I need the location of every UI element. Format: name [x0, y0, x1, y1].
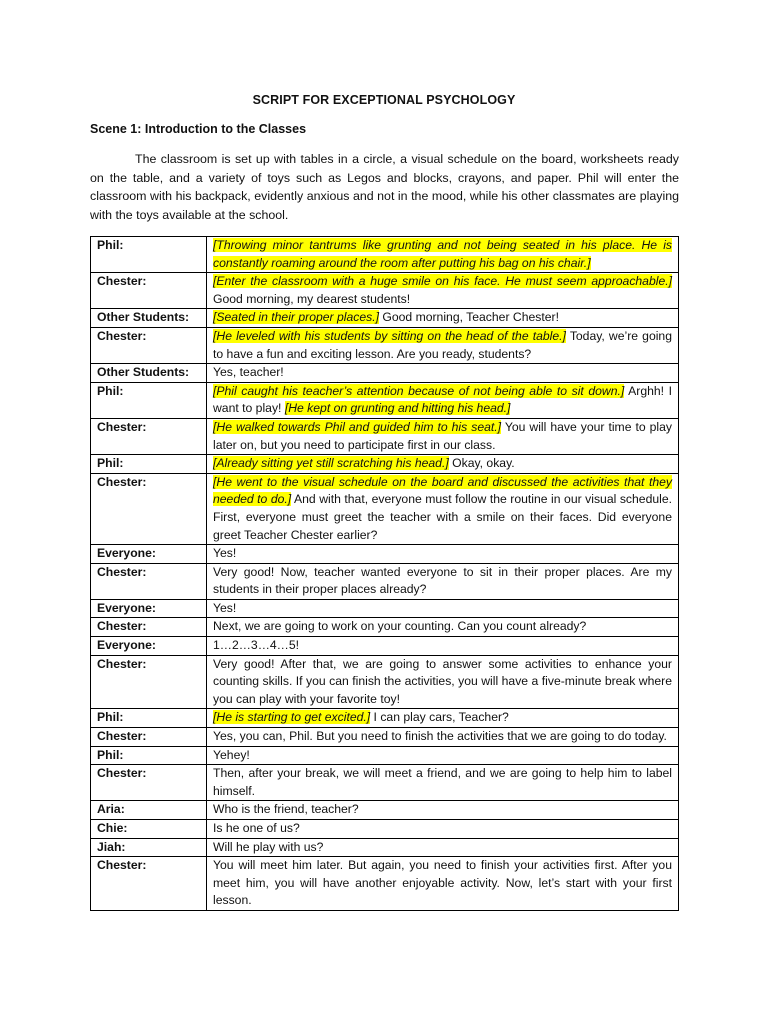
- script-row: [91, 309, 679, 328]
- dialogue-cell: [207, 746, 679, 765]
- dialogue-cell: [207, 545, 679, 564]
- dialogue-text: Yes!: [213, 546, 237, 561]
- speaker-cell: Everyone:: [91, 599, 207, 618]
- speaker-cell: Phil:: [91, 382, 207, 418]
- script-row: [91, 728, 679, 747]
- dialogue-cell: [207, 655, 679, 709]
- dialogue-cell: [207, 838, 679, 857]
- speaker-cell: Phil:: [91, 746, 207, 765]
- script-row: [91, 563, 679, 599]
- speaker-cell: Chester:: [91, 857, 207, 911]
- script-row: [91, 473, 679, 544]
- dialogue-text: Very good! After that, we are going to answer some activities to enhance your counting skills. If you can finish the activities, you will have a five-minute break where you can play with your favorite toy!: [213, 656, 672, 706]
- script-row: [91, 637, 679, 656]
- stage-direction: [Enter the classroom with a huge smile on his face. He must seem approachable.]: [213, 274, 672, 289]
- dialogue-cell: [207, 418, 679, 454]
- stage-direction: [He leveled with his students by sitting on the head of the table.]: [213, 328, 566, 343]
- dialogue-text: Yehey!: [213, 747, 250, 762]
- dialogue-cell: [207, 455, 679, 474]
- speaker-cell: Chester:: [91, 418, 207, 454]
- speaker-cell: Chester:: [91, 327, 207, 363]
- dialogue-cell: [207, 364, 679, 383]
- script-row: [91, 364, 679, 383]
- dialogue-text: Is he one of us?: [213, 821, 300, 835]
- dialogue-text: Today, we’re going to have a fun and exciting lesson. Are you ready, students?: [213, 328, 672, 361]
- speaker-cell: Phil:: [91, 709, 207, 728]
- stage-direction: [He is starting to get excited.]: [213, 710, 371, 725]
- script-row: [91, 327, 679, 363]
- speaker-cell: Chester:: [91, 728, 207, 747]
- speaker-cell: Chie:: [91, 820, 207, 839]
- stage-direction: [Seated in their proper places.]: [213, 310, 379, 325]
- script-table-body: [91, 237, 679, 911]
- script-row: [91, 237, 679, 273]
- speaker-cell: Other Students:: [91, 364, 207, 383]
- document-title: SCRIPT FOR EXCEPTIONAL PSYCHOLOGY: [252, 93, 516, 107]
- dialogue-text: I can play cars, Teacher?: [370, 710, 509, 725]
- dialogue-cell: [207, 237, 679, 273]
- script-row: [91, 618, 679, 637]
- dialogue-cell: [207, 801, 679, 820]
- dialogue-cell: [207, 599, 679, 618]
- script-row: [91, 765, 679, 801]
- speaker-cell: Chester:: [91, 563, 207, 599]
- speaker-cell: Phil:: [91, 237, 207, 273]
- dialogue-cell: [207, 709, 679, 728]
- speaker-cell: Chester:: [91, 765, 207, 801]
- script-row: [91, 709, 679, 728]
- stage-direction: [Phil caught his teacher’s attention because of not being able to sit down.]: [213, 383, 625, 398]
- stage-direction: [He went to the visual schedule on the board and discussed the activities that they needed to do.]: [213, 474, 672, 507]
- dialogue-cell: [207, 382, 679, 418]
- speaker-cell: Aria:: [91, 801, 207, 820]
- dialogue-cell: [207, 473, 679, 544]
- script-row: [91, 746, 679, 765]
- dialogue-cell: [207, 857, 679, 911]
- script-row: [91, 599, 679, 618]
- speaker-cell: Everyone:: [91, 637, 207, 656]
- dialogue-cell: [207, 309, 679, 328]
- dialogue-text: You will meet him later. But again, you need to finish your activities first. After you meet him, you will have another enjoyable activity. Now, let’s start with your first lesson.: [213, 858, 672, 908]
- speaker-cell: Chester:: [91, 618, 207, 637]
- dialogue-text: You will have your time to play later on, but you need to participate first in our class.: [213, 419, 673, 452]
- script-row: [91, 820, 679, 839]
- dialogue-cell: [207, 563, 679, 599]
- script-row: [91, 838, 679, 857]
- script-row: [91, 857, 679, 911]
- dialogue-cell: [207, 618, 679, 637]
- script-row: [91, 455, 679, 474]
- speaker-cell: Other Students:: [91, 309, 207, 328]
- dialogue-text: Then, after your break, we will meet a friend, and we are going to help him to label himself.: [213, 766, 672, 798]
- script-row: [91, 273, 679, 309]
- dialogue-text: Will he play with us?: [213, 839, 324, 854]
- dialogue-text: Yes, teacher!: [213, 365, 284, 380]
- dialogue-cell: [207, 637, 679, 656]
- dialogue-text: Who is the friend, teacher?: [213, 802, 359, 817]
- dialogue-text: Yes!: [213, 600, 237, 615]
- speaker-cell: Phil:: [91, 455, 207, 474]
- script-row: [91, 655, 679, 709]
- script-row: [91, 382, 679, 418]
- speaker-cell: Chester:: [91, 473, 207, 544]
- dialogue-cell: [207, 765, 679, 801]
- speaker-cell: Chester:: [91, 273, 207, 309]
- dialogue-text: And with that, everyone must follow the routine in our visual schedule. First, everyone must greet the teacher with a smile on their faces. Did everyone greet Teacher Chester earlier?: [213, 492, 672, 542]
- dialogue-cell: [207, 820, 679, 839]
- dialogue-cell: [207, 327, 679, 363]
- speaker-cell: Jiah:: [91, 838, 207, 857]
- script-table: [90, 236, 679, 911]
- dialogue-text: 1…2…3…4…5!: [213, 638, 300, 653]
- scene-heading: Scene 1: Introduction to the Classes: [90, 122, 307, 136]
- dialogue-text: Next, we are going to work on your counting. Can you count already?: [213, 619, 587, 634]
- stage-direction: [Already sitting yet still scratching his head.]: [213, 456, 449, 471]
- intro-paragraph: The classroom is set up with tables in a circle, a visual schedule on the board, worksheets ready on the table, and a variety of toys such as Legos and blocks, crayons, and paper. Phil will enter the classroom with his backpack, evidently anxious and not in the mood, while his other classmates are playing with the toys available at the school.: [90, 152, 679, 222]
- speaker-cell: Chester:: [91, 655, 207, 709]
- dialogue-text: Very good! Now, teacher wanted everyone to sit in their proper places. Are my students in their proper places already?: [213, 564, 672, 597]
- script-row: [91, 801, 679, 820]
- dialogue-text: Good morning, my dearest students!: [213, 291, 411, 306]
- script-row: [91, 545, 679, 564]
- stage-direction: [He kept on grunting and hitting his head.]: [284, 401, 511, 416]
- dialogue-text: Okay, okay.: [448, 456, 515, 471]
- stage-direction: [Throwing minor tantrums like grunting and not being seated in his place. He is constantly roaming around the room after putting his bag on his chair.]: [213, 238, 672, 270]
- speaker-cell: Everyone:: [91, 545, 207, 564]
- dialogue-text: Good morning, Teacher Chester!: [378, 310, 559, 325]
- stage-direction: [He walked towards Phil and guided him to his seat.]: [213, 419, 502, 434]
- dialogue-cell: [207, 728, 679, 747]
- dialogue-text: Arghh! I want to play!: [213, 383, 672, 416]
- dialogue-cell: [207, 273, 679, 309]
- dialogue-text: Yes, you can, Phil. But you need to finish the activities that we are going to do today.: [213, 729, 667, 744]
- script-row: [91, 418, 679, 454]
